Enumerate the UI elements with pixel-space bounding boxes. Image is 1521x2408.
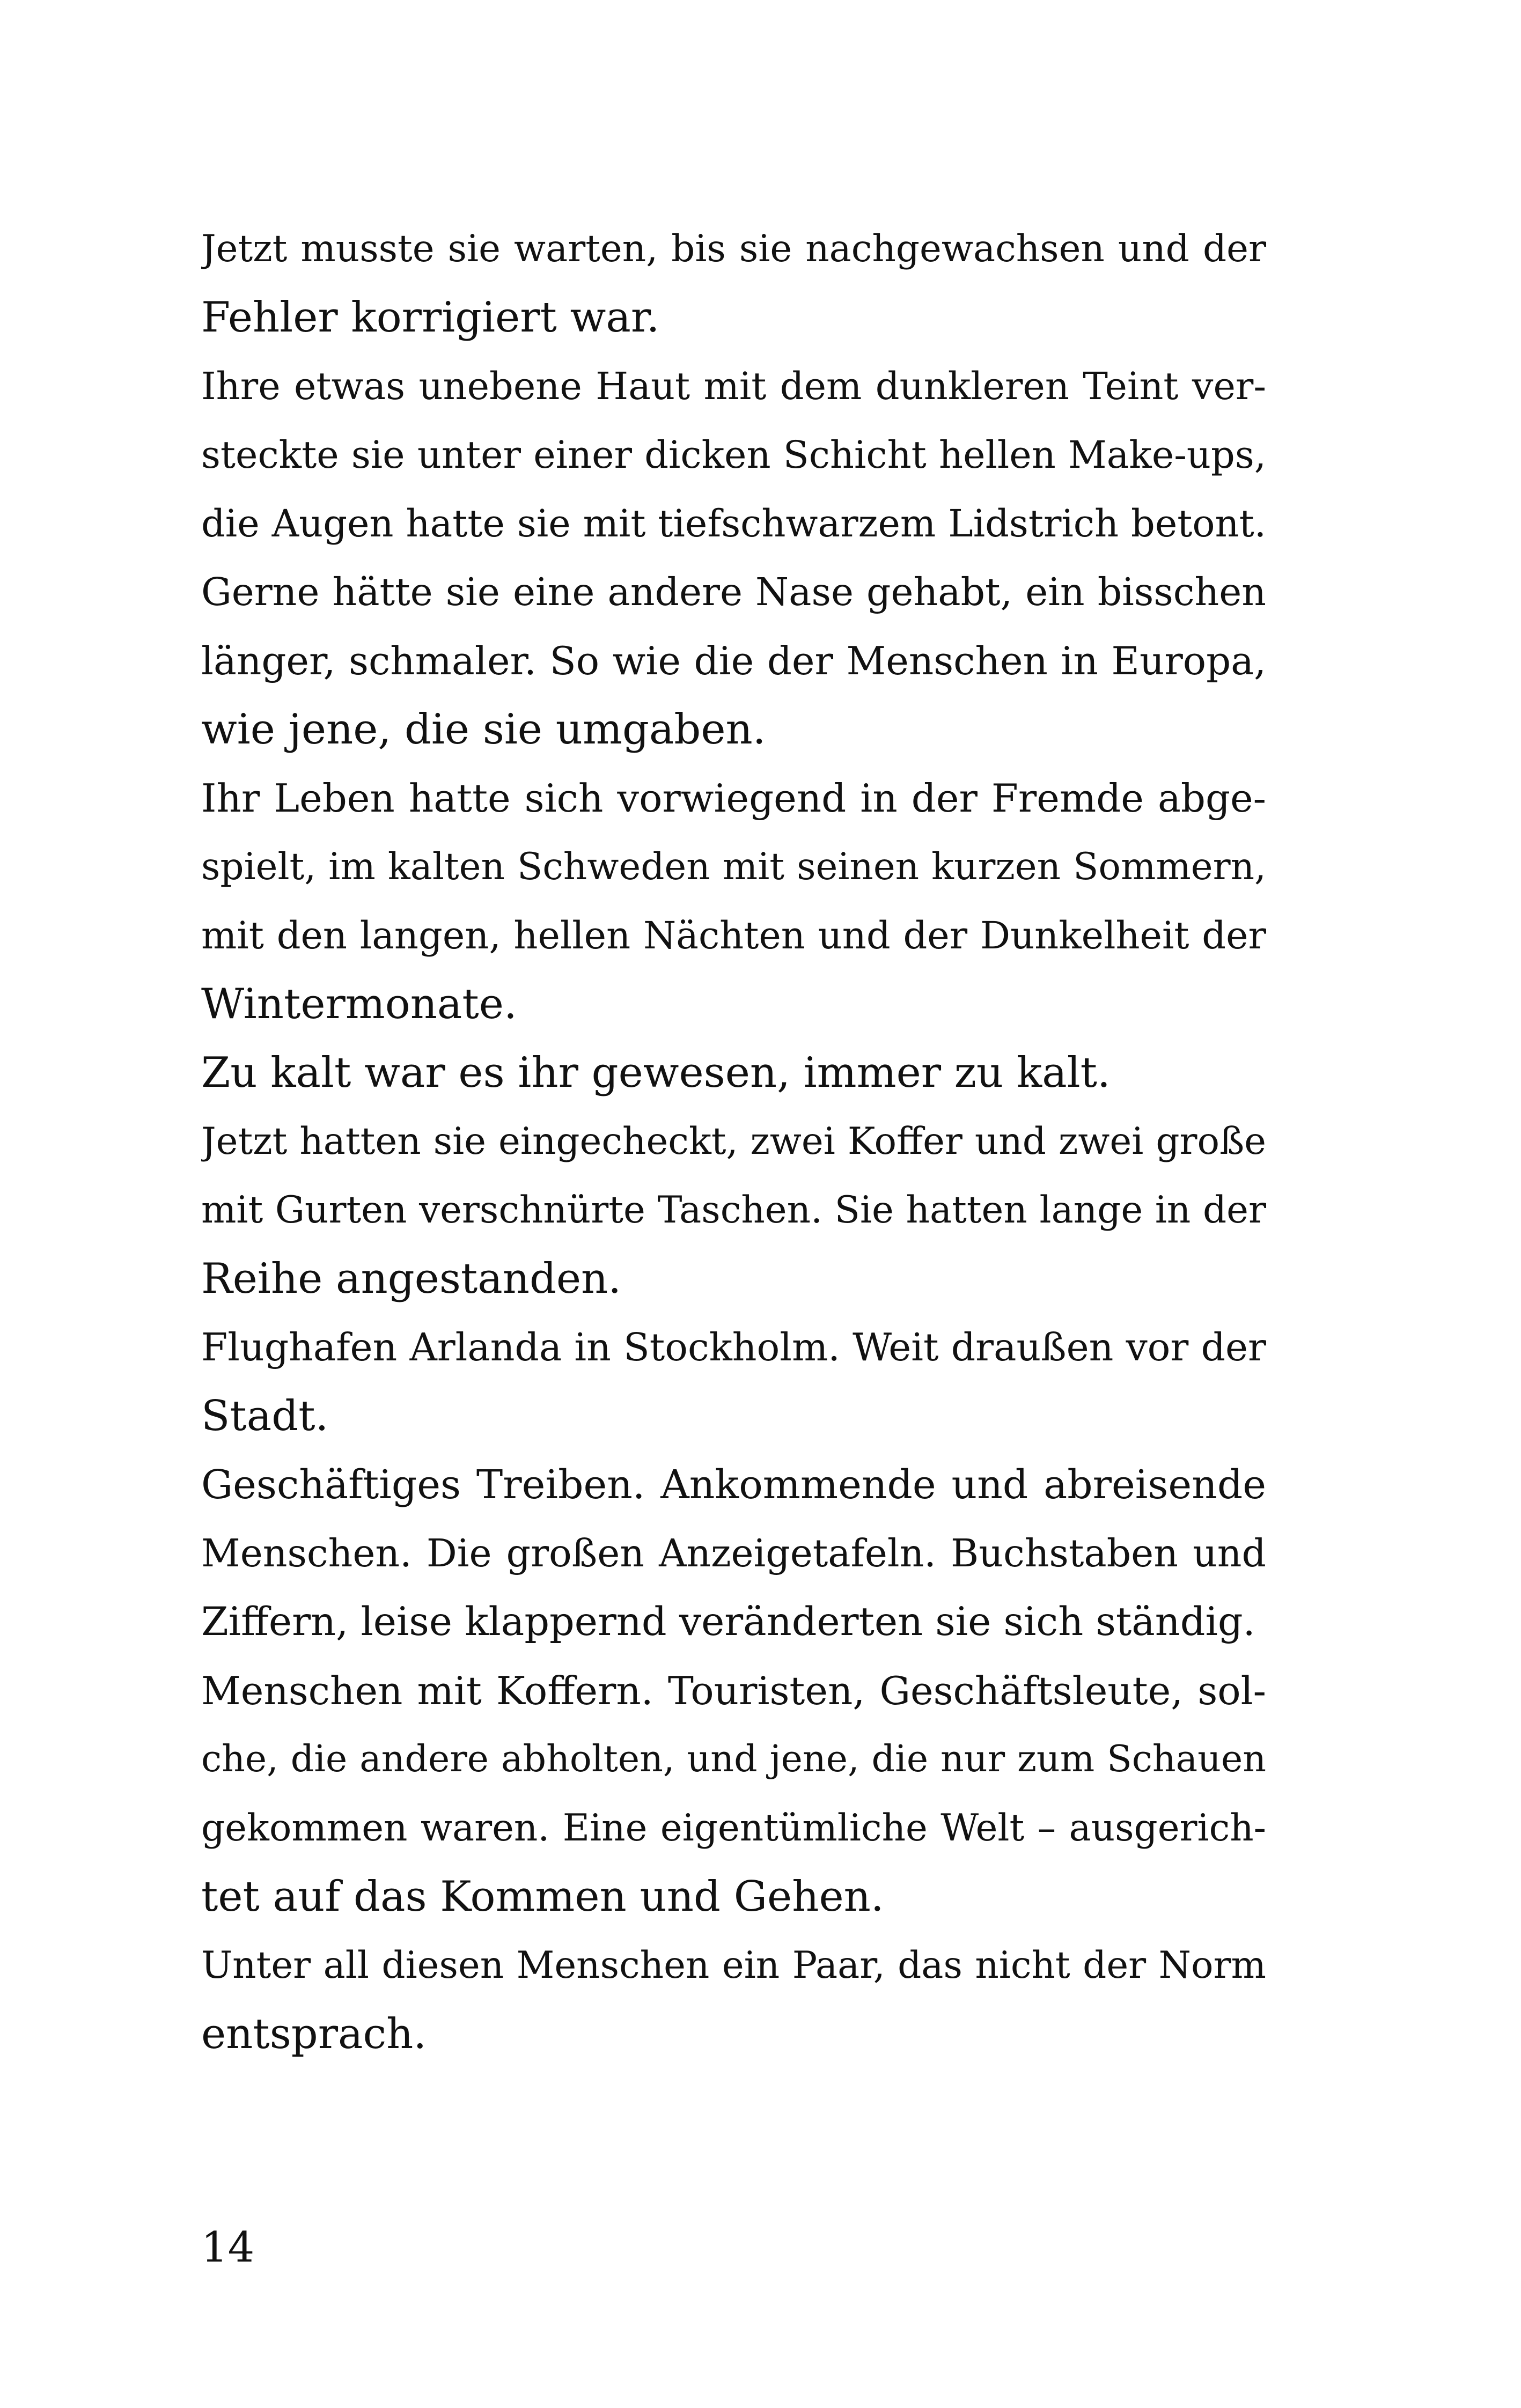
- text-line: wie jene, die sie umgaben.: [201, 705, 766, 754]
- text-line: Gerne hätte sie eine andere Nase gehabt, ein bisschen: [201, 570, 1266, 614]
- text-line: mit Gurten verschnürte Taschen. Sie hatten lange in der: [201, 1189, 1266, 1232]
- text-line: Zu kalt war es ihr gewesen, immer zu kalt.: [201, 1049, 1111, 1097]
- body-text: [201, 215, 1266, 2068]
- text-line: entsprach.: [201, 2010, 427, 2058]
- text-line: steckte sie unter einer dicken Schicht hellen Make-ups,: [201, 433, 1266, 477]
- text-line: Flughafen Arlanda in Stockholm. Weit draußen vor der: [201, 1325, 1266, 1369]
- text-line: länger, schmaler. So wie die der Menschen in Europa,: [201, 638, 1266, 683]
- page-number: 14: [201, 2223, 255, 2272]
- text-line: Fehler korrigiert war.: [201, 293, 660, 342]
- text-line: Menschen mit Koffern. Touristen, Geschäftsleute, sol-: [201, 1668, 1266, 1713]
- text-line: Menschen. Die großen Anzeigetafeln. Buchstaben und: [201, 1531, 1266, 1575]
- text-line: Unter all diesen Menschen ein Paar, das nicht der Norm: [201, 1944, 1266, 1987]
- text-line: spielt, im kalten Schweden mit seinen kurzen Sommern,: [201, 845, 1266, 888]
- text-line: che, die andere abholten, und jene, die nur zum Schauen: [201, 1738, 1266, 1780]
- text-line: Stadt.: [201, 1392, 329, 1440]
- text-line: tet auf das Kommen und Gehen.: [201, 1873, 884, 1921]
- text-line: die Augen hatte sie mit tiefschwarzem Lidstrich betont.: [201, 502, 1266, 546]
- text-line: Reihe angestanden.: [201, 1255, 622, 1303]
- text-line: Geschäftiges Treiben. Ankommende und abreisende: [201, 1462, 1266, 1508]
- text-line: gekommen waren. Eine eigentümliche Welt – ausgerich-: [201, 1807, 1266, 1850]
- text-line: Ihr Leben hatte sich vorwiegend in der Fremde abge-: [201, 776, 1266, 821]
- text-line: Jetzt hatten sie eingecheckt, zwei Koffer und zwei große: [201, 1120, 1266, 1163]
- text-line: Ihre etwas unebene Haut mit dem dunkleren Teint ver-: [201, 364, 1266, 408]
- text-line: mit den langen, hellen Nächten und der Dunkelheit der: [201, 914, 1266, 958]
- text-line: Wintermonate.: [201, 980, 517, 1028]
- text-line: Jetzt musste sie warten, bis sie nachgewachsen und der: [201, 227, 1266, 270]
- text-line: Ziffern, leise klappernd veränderten sie sich ständig.: [201, 1599, 1255, 1645]
